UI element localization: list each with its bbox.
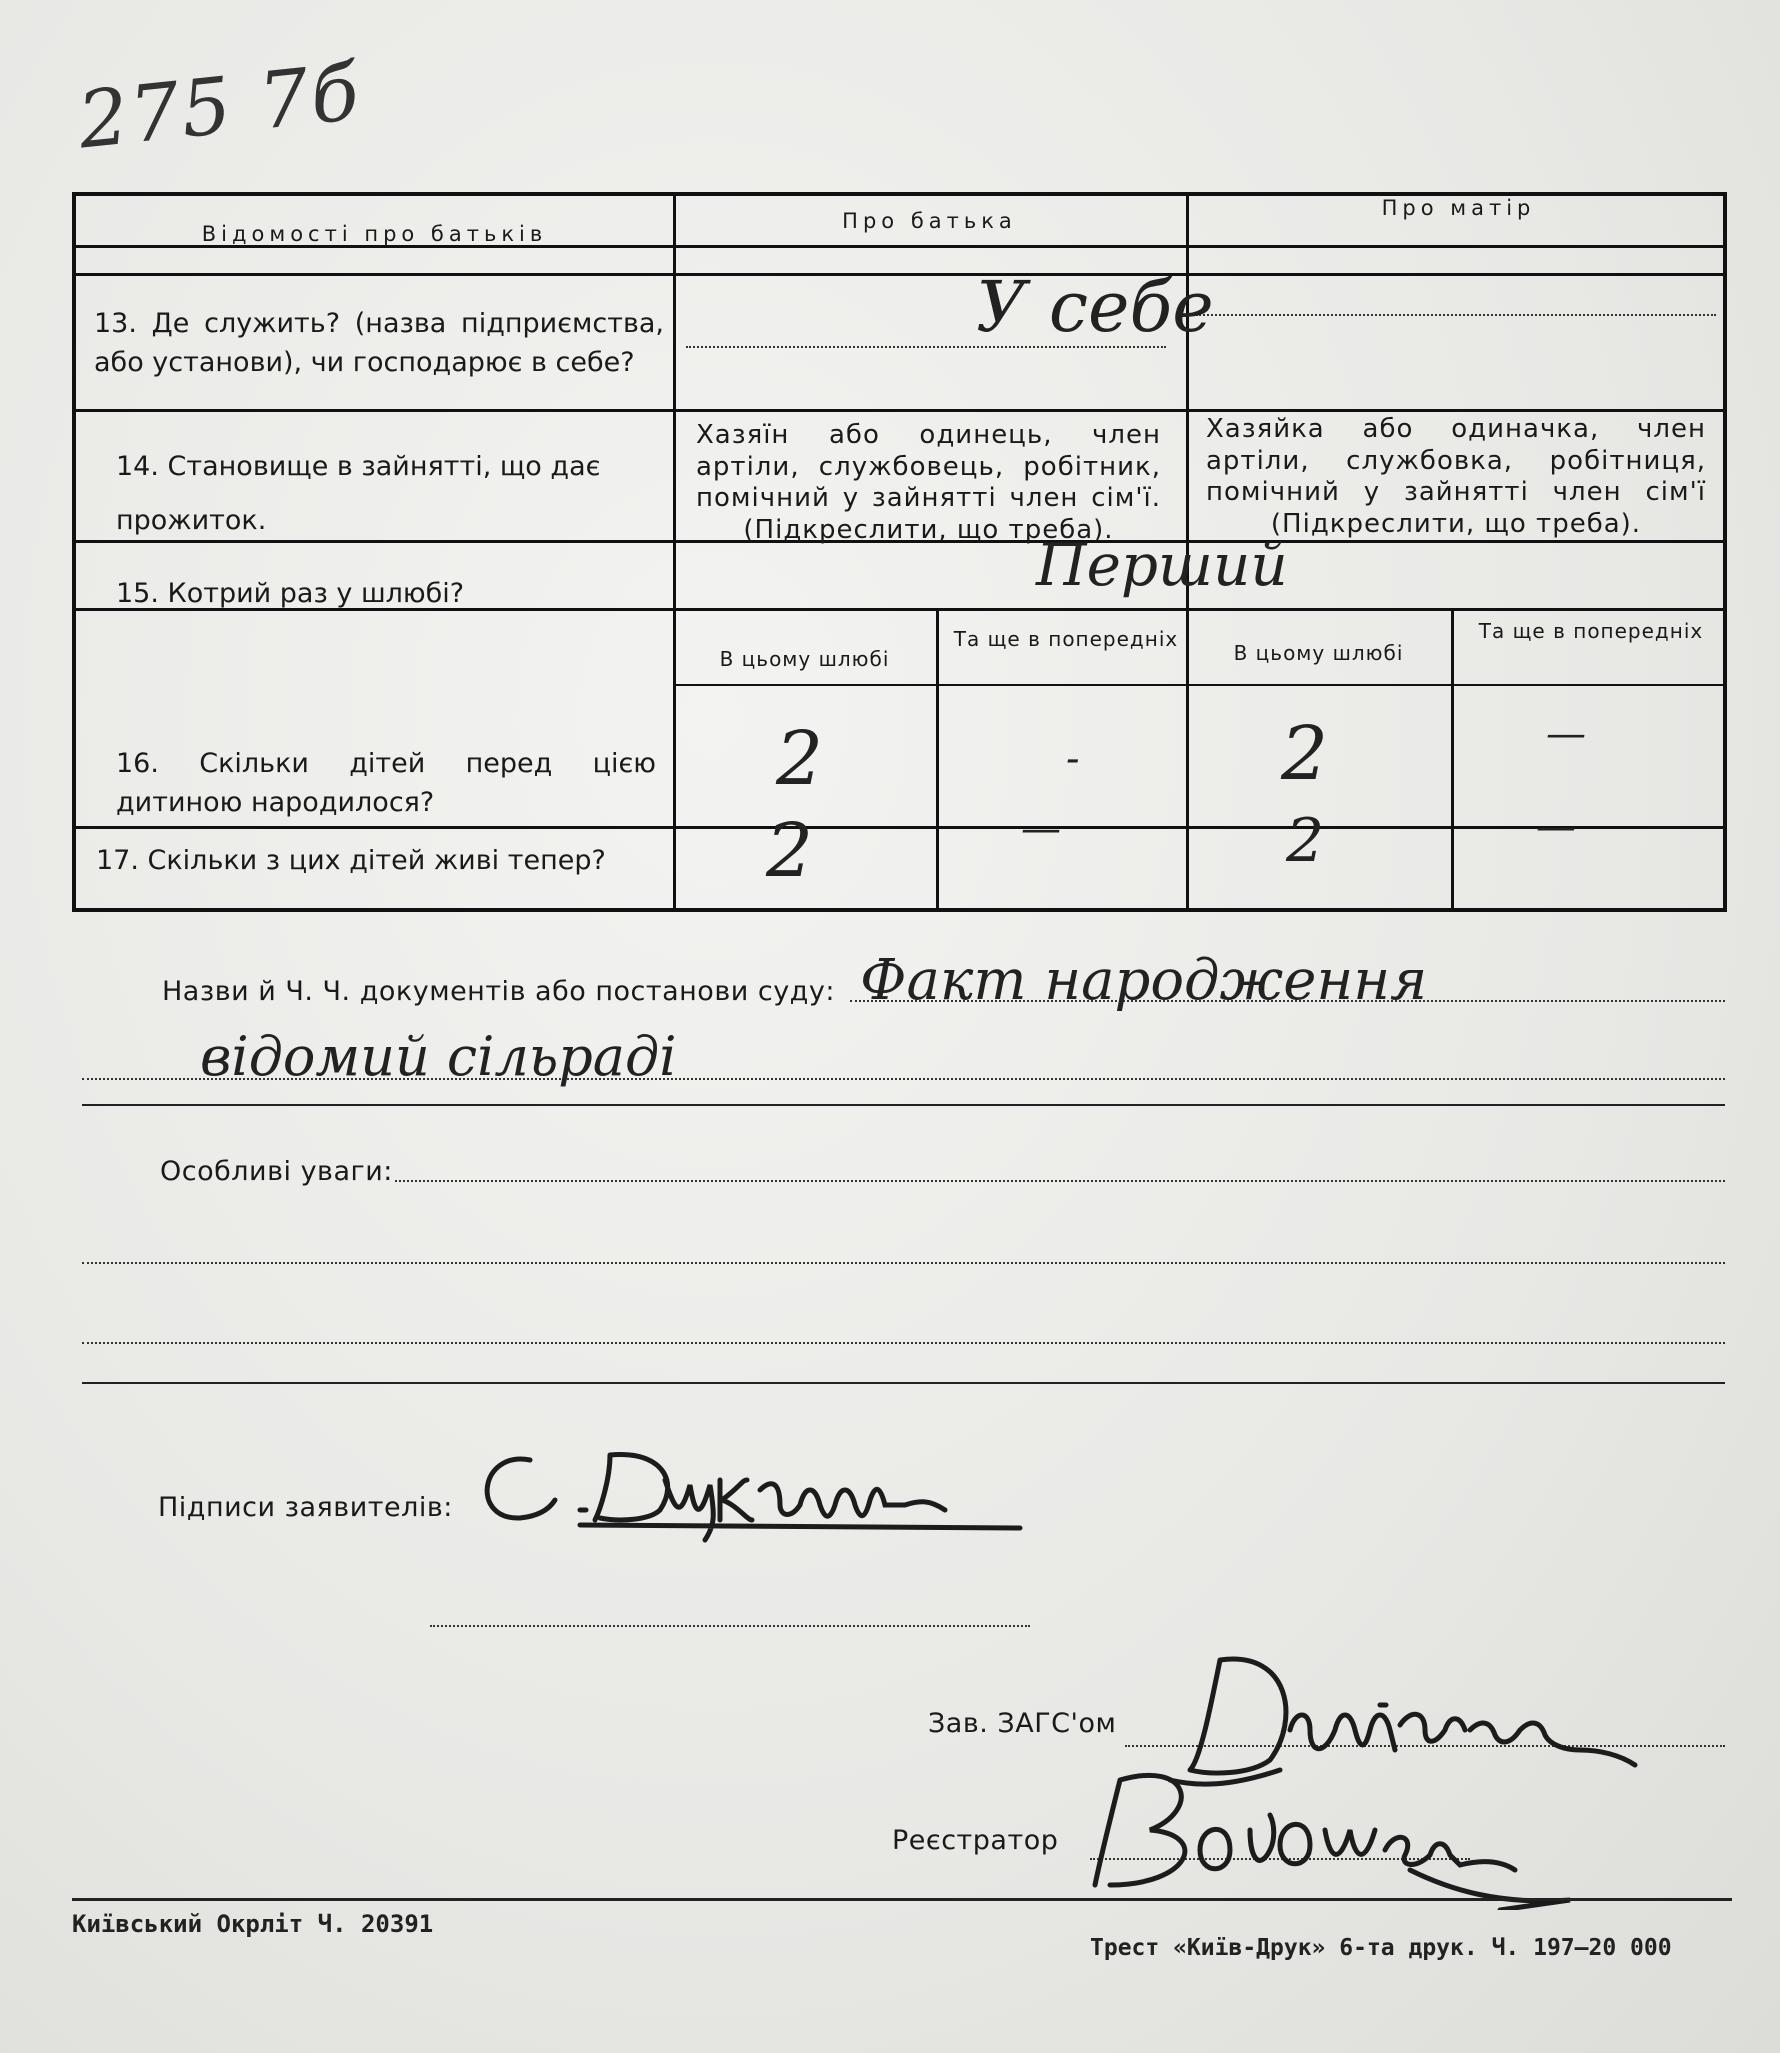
zags-head-label: Зав. ЗАГС'ом bbox=[928, 1708, 1117, 1739]
parents-info-table bbox=[72, 192, 1727, 912]
header-mother: Про матір bbox=[1381, 196, 1536, 220]
notes-line-2 bbox=[82, 1262, 1725, 1264]
footer-left: Київський Окрліт Ч. 20391 bbox=[72, 1910, 434, 1938]
footer-rule bbox=[72, 1898, 1732, 1901]
answer-17-mother-prev: — bbox=[1536, 804, 1576, 850]
question-16: 16. Скільки дітей перед цією дитиною народилося? bbox=[116, 748, 656, 819]
table-rule bbox=[76, 273, 1723, 276]
answer-16-mother-this: 2 bbox=[1281, 711, 1329, 797]
subheader-mother-this: В цьому шлюбі bbox=[1233, 641, 1404, 665]
table-rule bbox=[936, 608, 939, 908]
notes-line-1 bbox=[395, 1180, 1725, 1182]
question-13: 13. Де служить? (назва підприємства, або установи), чи господарює в себе? bbox=[94, 308, 664, 379]
notes-label: Особливі уваги: bbox=[160, 1156, 393, 1187]
answer-16-father-this: 2 bbox=[776, 716, 824, 802]
subheader-father-prev: Та ще в попередніх bbox=[953, 627, 1179, 651]
documents-value-2: відомий сільраді bbox=[200, 1025, 677, 1088]
options-14-father: Хазяїн або одинець, член артіли, службовець, робітник, помічний у зайнятті член сім'ї. (Підкреслити, що треба). bbox=[696, 420, 1161, 546]
subheader-mother-prev: Та ще в попередніх bbox=[1478, 619, 1704, 643]
section-rule bbox=[82, 1382, 1725, 1384]
answer-line bbox=[1196, 314, 1716, 316]
header-parents-info: Відомості про батьків bbox=[201, 222, 548, 246]
answer-16-father-prev: - bbox=[1066, 736, 1080, 782]
answer-13-father: У себе bbox=[976, 266, 1214, 348]
registrar-label: Реєстратор bbox=[892, 1825, 1059, 1856]
header-father: Про батька bbox=[842, 209, 1017, 233]
section-rule bbox=[82, 1104, 1725, 1106]
answer-16-mother-prev: — bbox=[1546, 711, 1586, 757]
table-rule bbox=[673, 196, 676, 908]
answer-17-father-prev: — bbox=[1021, 806, 1061, 852]
subheader-father-this: В цьому шлюбі bbox=[719, 647, 890, 671]
options-14-mother: Хазяйка або одиначка, член артіли, службовка, робітниця, помічний у зайнятті член сім'ї (Підкреслити, що треба). bbox=[1206, 414, 1706, 540]
table-rule bbox=[76, 826, 1723, 829]
answer-17-father-this: 2 bbox=[766, 808, 814, 894]
footer-right: Трест «Київ-Друк» 6-та друк. Ч. 197—20 000 bbox=[1090, 1935, 1672, 1961]
documents-value-1: Факт народження bbox=[860, 948, 1428, 1013]
signature-line bbox=[430, 1625, 1030, 1627]
question-14: 14. Становище в зайнятті, що дає прожиток. bbox=[116, 451, 601, 536]
answer-17-mother-this: 2 bbox=[1286, 806, 1325, 876]
question-17: 17. Скільки з цих дітей живі тепер? bbox=[96, 845, 606, 876]
registrar-signature bbox=[1080, 1760, 1600, 1910]
table-rule bbox=[1451, 608, 1454, 908]
documents-label: Назви й Ч. Ч. документів або постанови суду: bbox=[162, 976, 835, 1007]
applicant-signature bbox=[460, 1440, 1040, 1550]
applicants-signature-label: Підписи заявителів: bbox=[158, 1492, 453, 1523]
notes-line-3 bbox=[82, 1342, 1725, 1344]
archive-number: 275 7б bbox=[74, 47, 365, 167]
table-rule bbox=[673, 684, 1723, 686]
question-15: 15. Котрий раз у шлюбі? bbox=[116, 578, 465, 609]
answer-15: Перший bbox=[1036, 531, 1288, 599]
table-rule bbox=[76, 409, 1723, 412]
